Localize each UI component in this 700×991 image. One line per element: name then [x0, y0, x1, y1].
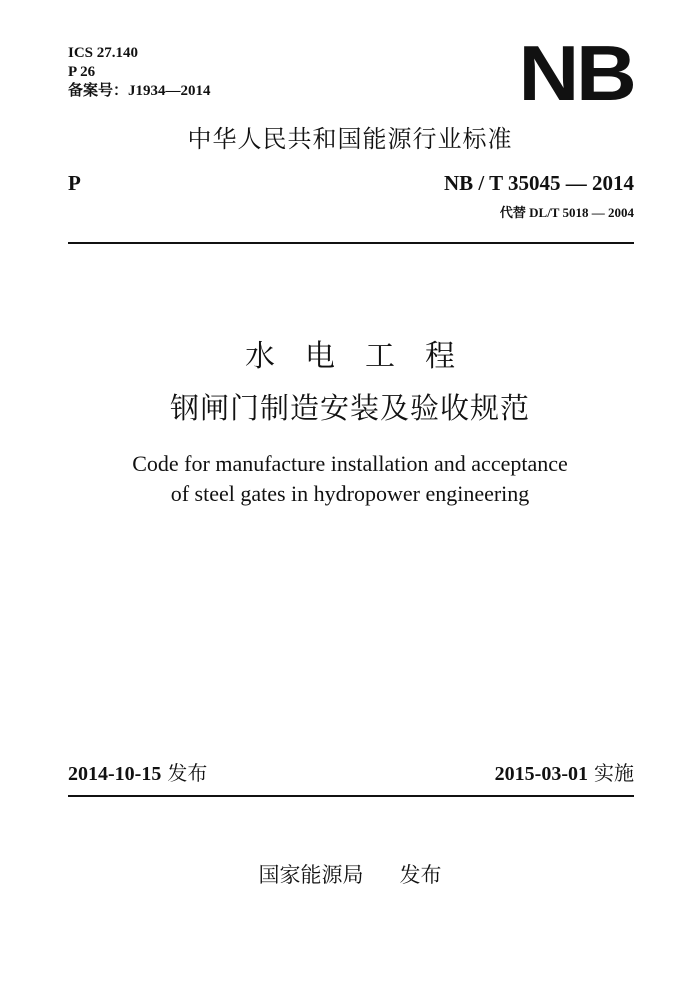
standard-number: NB / T 35045 — 2014 — [443, 171, 634, 195]
title-cn-line2: 钢闸门制造安装及验收规范 — [169, 391, 530, 425]
title-en-line2: of steel gates in hydropower engineering — [170, 481, 530, 506]
nb-logo: NB — [518, 29, 634, 117]
category-letter: P — [68, 171, 81, 195]
publisher-line — [0, 860, 700, 890]
implement-date: 2015-03-01 — [494, 763, 588, 785]
top-divider — [68, 242, 634, 244]
issue-date-block — [68, 760, 207, 787]
bottom-divider — [68, 795, 634, 797]
publisher-name: 国家能源局 — [258, 863, 364, 887]
standard-type-title: 中华人民共和国能源行业标准 — [187, 125, 513, 153]
title-en — [0, 449, 700, 509]
title-cn-line1: 水电工程 — [245, 339, 485, 374]
title-en-line1: Code for manufacture installation and acceptance — [132, 451, 568, 476]
implement-date-block — [495, 760, 634, 787]
record-number: 备案号：J1934—2014 — [68, 83, 211, 99]
publisher-action: 发布 — [399, 863, 442, 887]
issue-label: 发布 — [167, 761, 208, 785]
classification-code: P 26 — [68, 64, 96, 80]
ics-code: ICS 27.140 — [68, 45, 139, 61]
issue-date: 2014-10-15 — [68, 763, 162, 785]
document-codes — [68, 44, 211, 101]
implement-label: 实施 — [594, 761, 634, 785]
replaces-standard: 代替 DL/T 5018 — 2004 — [499, 205, 634, 220]
